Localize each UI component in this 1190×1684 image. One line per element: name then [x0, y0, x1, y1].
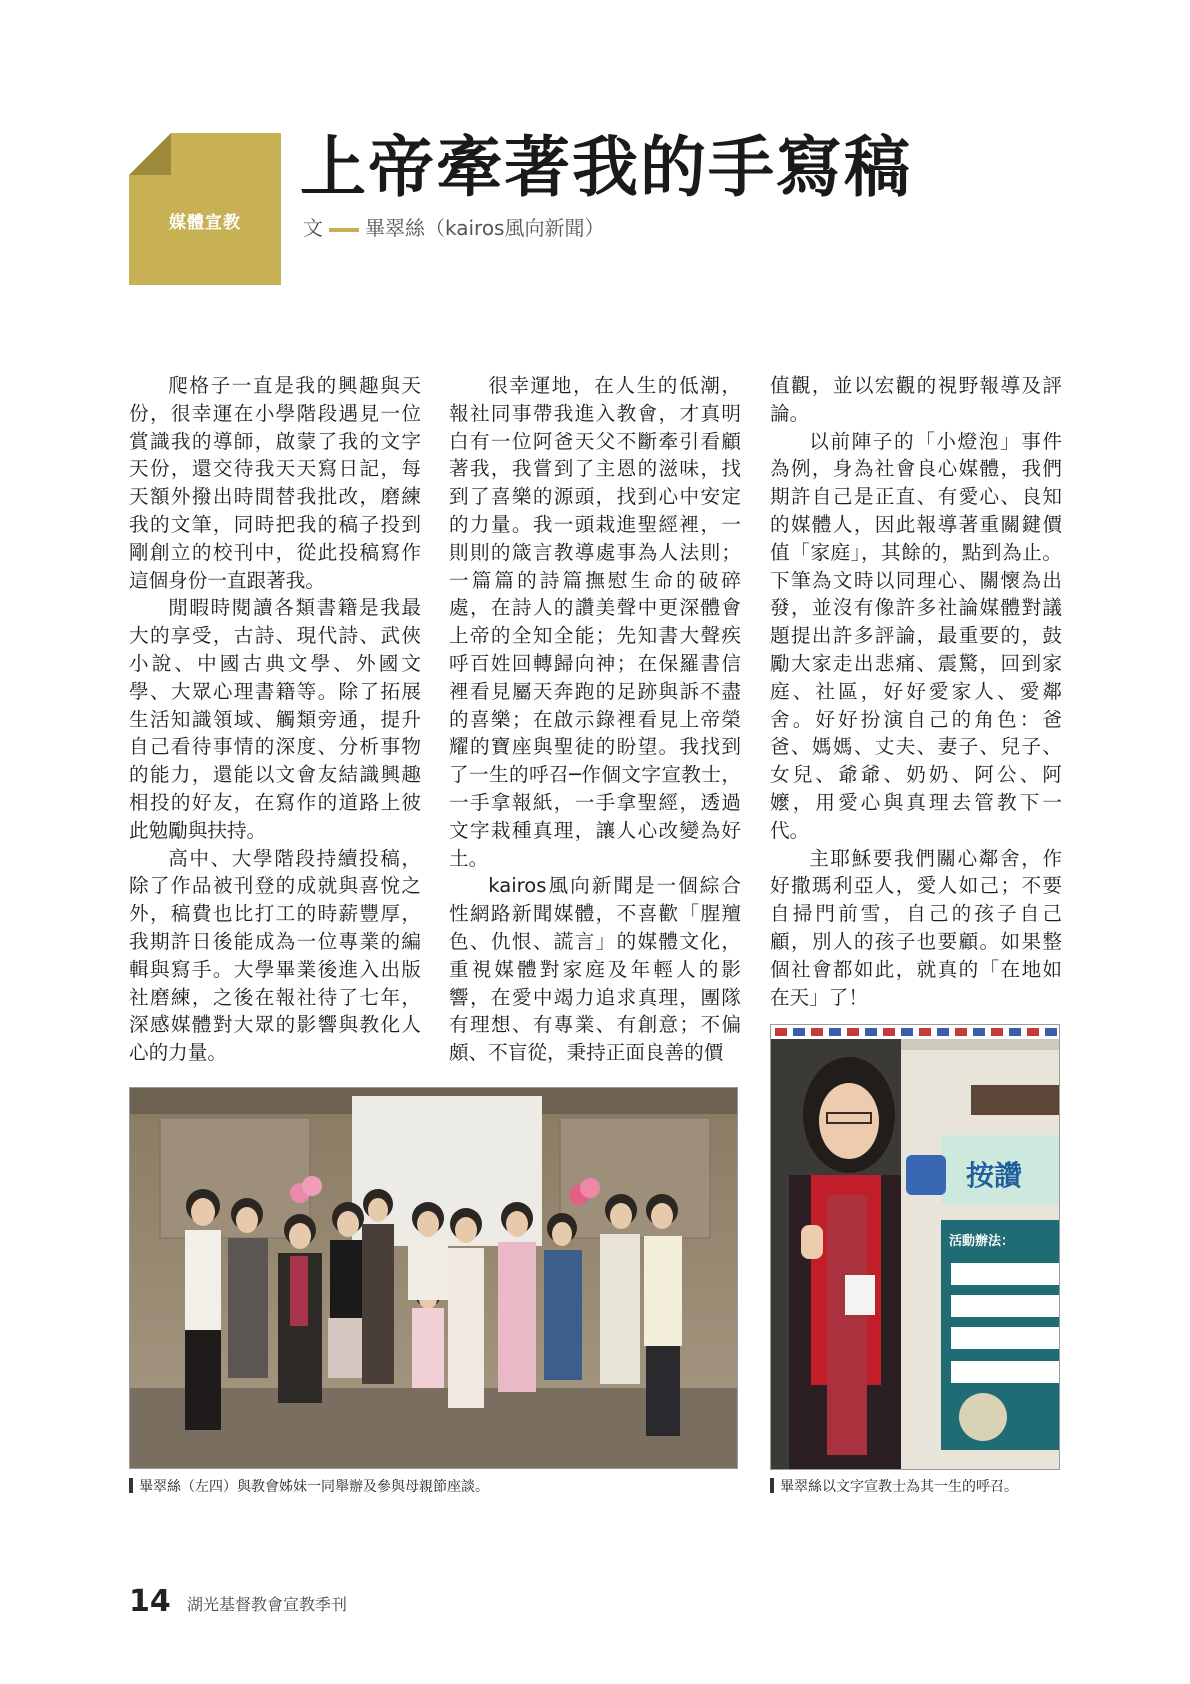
- portrait-photo-illustration: [771, 1025, 1059, 1469]
- paragraph: 以前陣子的「小燈泡」事件為例，身為社會良心媒體，我們期許自己是正直、有愛心、良知的媒體人，因此報導著重關鍵價值「家庭」，其餘的，點到為止。下筆為文時以同理心、關懷為出發，並沒有像許多社論媒體對議題提出許多評論，最重要的，鼓勵大家走出悲痛、震驚，回到家庭、社區，好好愛家人、愛鄰舍。好好扮演自己的角色：爸爸、媽媽、丈夫、妻子、兒子、女兒、爺爺、奶奶、阿公、阿嬤，用愛心與真理去管教下一代。: [770, 429, 1062, 842]
- portrait-photo: [770, 1024, 1060, 1470]
- caption-text: 畢翠絲以文字宣教士為其一生的呼召。: [780, 1479, 1018, 1495]
- publication-title: 湖光基督教會宣教季刊: [187, 1595, 348, 1614]
- paragraph: 閒暇時閱讀各類書籍是我最大的享受，古詩、現代詩、武俠小說、中國古典文學、外國文學、大眾心理書籍等。除了拓展生活知識領域、觸類旁通，提升自己看待事情的深度、分析事物的能力，還能以文會友結識興趣相投的好友，在寫作的道路上彼此勉勵與扶持。: [129, 596, 421, 842]
- paragraph: 爬格子一直是我的興趣與天份，很幸運在小學階段遇見一位賞識我的導師，啟蒙了我的文字天份，還交待我天天寫日記，每天額外撥出時間替我批改，磨練我的文筆，同時把我的稿子投到剛創立的校刊中，從此投稿寫作這個身份一直跟著我。: [129, 374, 421, 592]
- section-tag-fold: [129, 133, 171, 175]
- article-title: 上帝牽著我的手寫稿: [300, 129, 912, 206]
- paragraph: kairos風向新聞是一個綜合性網路新聞媒體，不喜歡「腥羶色、仇恨、謊言」的媒體文化，重視媒體對家庭及年輕人的影響，在愛中竭力追求真理，團隊有理想、有專業、有創意；不偏頗、不盲從，秉持正面良善的價: [449, 874, 741, 1065]
- paragraph: 值觀，並以宏觀的視野報導及評論。: [770, 374, 1062, 425]
- caption-text: 畢翠絲（左四）與教會姊妹一同舉辦及參與母親節座談。: [139, 1479, 489, 1495]
- byline-dash: [329, 228, 359, 232]
- photo-caption-left: [129, 1476, 489, 1496]
- body-column-3: [770, 372, 1062, 1011]
- photo-caption-right: [770, 1476, 1018, 1496]
- paragraph: 很幸運地，在人生的低潮，報社同事帶我進入教會，才真明白有一位阿爸天父不斷牽引看顧著我，我嘗到了主恩的滋味，找到了喜樂的源頭，找到心中安定的力量。我一頭栽進聖經裡，一則則的箴言教導處事為人法則；一篇篇的詩篇撫慰生命的破碎處，在詩人的讚美聲中更深體會上帝的全知全能；先知書大聲疾呼百姓回轉歸向神；在保羅書信裡看見屬天奔跑的足跡與訴不盡的喜樂；在啟示錄裡看見上帝榮耀的寶座與聖徒的盼望。我找到了一生的呼召─作個文字宣教士，一手拿報紙，一手拿聖經，透過文字栽種真理，讓人心改變為好土。: [449, 374, 741, 870]
- activity-sign-text: 活動辦法：: [949, 1234, 1015, 1249]
- group-photo: [129, 1087, 738, 1469]
- body-column-1: [129, 372, 421, 1067]
- like-sign-text: 按讚: [966, 1159, 1023, 1192]
- page-number: 14: [129, 1584, 171, 1619]
- caption-bar: [129, 1478, 133, 1493]
- section-tag-label: 媒體宣教: [169, 213, 241, 233]
- article-byline: [303, 212, 604, 241]
- paragraph: 高中、大學階段持續投稿，除了作品被刊登的成就與喜悅之外，稿費也比打工的時薪豐厚，我期許日後能成為一位專業的編輯與寫手。大學畢業後進入出版社磨練，之後在報社待了七年，深感媒體對大眾的影響與教化人心的力量。: [129, 846, 421, 1065]
- group-photo-illustration: [130, 1088, 737, 1468]
- byline-prefix: 文: [303, 216, 323, 240]
- body-column-2: [449, 372, 741, 1067]
- byline-author: 畢翠絲（kairos風向新聞）: [365, 216, 605, 240]
- paragraph: 主耶穌要我們關心鄰舍，作好撒瑪利亞人，愛人如己；不要自掃門前雪，自己的孩子自己顧，別人的孩子也要顧。如果整個社會都如此，就真的「在地如在天」了！: [770, 846, 1062, 1009]
- caption-bar: [770, 1478, 774, 1493]
